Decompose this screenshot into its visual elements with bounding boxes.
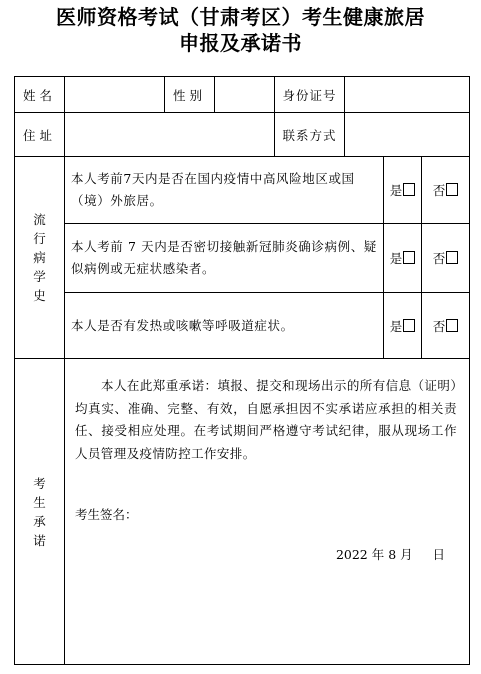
checkbox-icon[interactable] <box>446 319 458 332</box>
promise-cell <box>65 359 470 665</box>
answer-yes-1[interactable]: 是 <box>384 157 422 224</box>
question-row-3 <box>15 293 470 359</box>
checkbox-icon[interactable] <box>403 251 415 264</box>
address-input-cell[interactable] <box>65 113 275 157</box>
address-label: 住址 <box>15 113 65 157</box>
form-title-line-1: 医师资格考试（甘肃考区）考生健康旅居 <box>56 5 425 29</box>
checkbox-icon[interactable] <box>403 183 415 196</box>
question-text-1: 本人考前7天内是否在国内疫情中高风险地区或国（境）外旅居。 <box>65 157 384 224</box>
row-basic-info <box>15 77 470 113</box>
question-row-1 <box>15 157 470 224</box>
question-text-3: 本人是否有发热或咳嗽等呼吸道症状。 <box>65 293 384 359</box>
answer-yes-2[interactable]: 是 <box>384 224 422 293</box>
row-address <box>15 113 470 157</box>
sign-date: 2022 年 8 月 日 <box>335 547 446 562</box>
contact-label: 联系方式 <box>275 113 345 157</box>
gender-input-cell[interactable] <box>215 77 275 113</box>
id-number-label: 身份证号 <box>275 77 345 113</box>
row-promise <box>15 359 470 665</box>
form-title-line-2: 申报及承诺书 <box>179 31 302 55</box>
signature-label[interactable]: 考生签名： <box>75 507 138 522</box>
id-number-input-cell[interactable] <box>345 77 470 113</box>
declaration-form-table <box>14 76 470 665</box>
epidemiology-history-label: 流 行 病 学 史 <box>15 157 65 359</box>
name-label: 姓名 <box>15 77 65 113</box>
name-input-cell[interactable] <box>65 77 165 113</box>
gender-label: 性别 <box>165 77 215 113</box>
checkbox-icon[interactable] <box>446 183 458 196</box>
candidate-promise-label: 考 生 承 诺 <box>15 359 65 665</box>
promise-text: 本人在此郑重承诺：填报、提交和现场出示的所有信息（证明）均真实、准确、完整、有效，自愿承担因不实承诺应承担的相关责任、接受相应处理。在考试期间严格遵守考试纪律，服从现场工作人员管理及疫情防控工作安排。 <box>75 378 458 461</box>
question-text-2: 本人考前 7 天内是否密切接触新冠肺炎确诊病例、疑似病例或无症状感染者。 <box>65 224 384 293</box>
answer-no-1[interactable]: 否 <box>422 157 470 224</box>
checkbox-icon[interactable] <box>446 251 458 264</box>
answer-no-3[interactable]: 否 <box>422 293 470 359</box>
checkbox-icon[interactable] <box>403 319 415 332</box>
answer-no-2[interactable]: 否 <box>422 224 470 293</box>
question-row-2 <box>15 224 470 293</box>
answer-yes-3[interactable]: 是 <box>384 293 422 359</box>
contact-input-cell[interactable] <box>345 113 470 157</box>
